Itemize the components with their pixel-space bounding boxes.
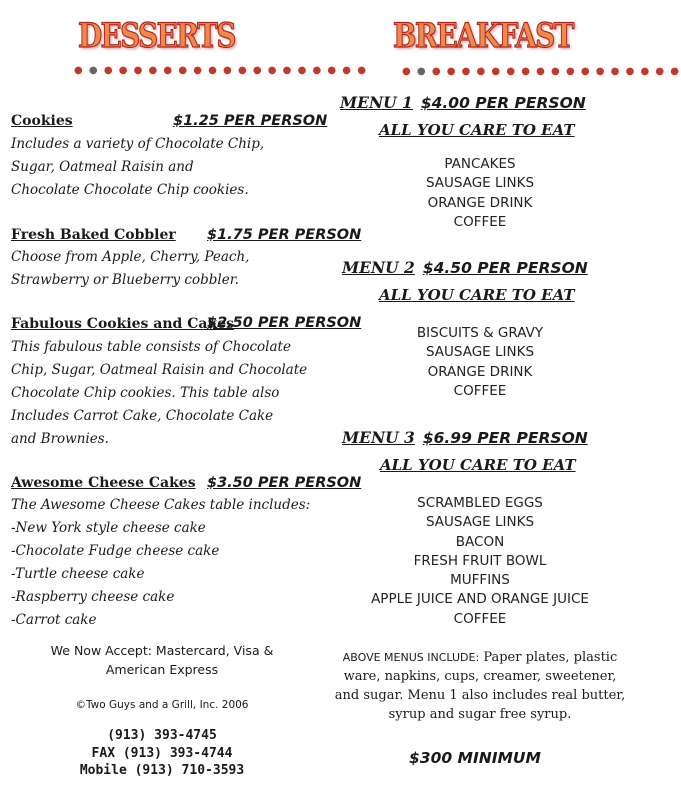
include-line: syrup and sugar free syrup. bbox=[388, 707, 572, 722]
cookies-cakes-price: $2.50 PER PERSON bbox=[207, 315, 362, 331]
cheese-cakes-description bbox=[11, 494, 310, 632]
cookies-cakes-description bbox=[11, 336, 307, 451]
minimum-order: $300 MINIMUM bbox=[409, 749, 541, 767]
menu-2-price: $4.50 PER PERSON bbox=[422, 259, 588, 277]
menu-3-price: $6.99 PER PERSON bbox=[422, 429, 588, 447]
menu-2-all-you-care: ALL YOU CARE TO EAT bbox=[379, 286, 575, 304]
phone-numbers bbox=[12, 727, 312, 780]
cobbler-description bbox=[11, 246, 249, 292]
cheese-cakes-name: Awesome Cheese Cakes bbox=[11, 475, 196, 491]
include-line: and sugar. Menu 1 also includes real butter, bbox=[334, 688, 626, 703]
desc-line: Strawberry or Blueberry cobbler. bbox=[11, 272, 239, 288]
cheese-cakes-price: $3.50 PER PERSON bbox=[207, 475, 362, 491]
menu-item: COFFEE bbox=[453, 382, 507, 399]
mobile-line: Mobile (913) 710-3593 bbox=[79, 763, 245, 778]
menu-item: BISCUITS & GRAVY bbox=[416, 325, 544, 341]
menu-item: PANCAKES bbox=[444, 156, 516, 172]
menu-1-label: MENU 1 bbox=[340, 93, 413, 112]
cookies-cakes-name: Fabulous Cookies and Cakes bbox=[11, 316, 234, 332]
menu-3-all-you-care: ALL YOU CARE TO EAT bbox=[380, 456, 576, 474]
desc-line: and Brownies. bbox=[11, 431, 109, 447]
desc-line: Choose from Apple, Cherry, Peach, bbox=[11, 249, 250, 265]
menu-item: APPLE JUICE AND ORANGE JUICE bbox=[371, 591, 589, 608]
cookies-description bbox=[11, 133, 264, 202]
menu-item: COFFEE bbox=[453, 213, 507, 230]
menu-item: FRESH FRUIT BOWL bbox=[413, 552, 547, 569]
menu-item: BACON bbox=[455, 533, 505, 550]
fax-line: FAX (913) 393-4744 bbox=[91, 745, 233, 761]
menu-2-header bbox=[342, 258, 588, 277]
desc-line: Includes a variety of Chocolate Chip, bbox=[11, 136, 265, 152]
menu-2-items bbox=[330, 324, 630, 401]
menu-item: SCRAMBLED EGGS bbox=[417, 495, 543, 511]
include-text: Paper plates, plastic bbox=[483, 650, 618, 665]
menu-item: ORANGE DRINK bbox=[427, 363, 533, 380]
desc-line: -Raspberry cheese cake bbox=[11, 589, 175, 605]
desc-line: Chocolate Chip cookies. This table also bbox=[11, 385, 280, 401]
menu-1-all-you-care: ALL YOU CARE TO EAT bbox=[379, 121, 575, 139]
breakfast-dot-divider: ● ● ● ● ● ● ● ● ● ● ● ● ● ● ● ● ● ● ● bbox=[402, 66, 681, 77]
desc-line: Chip, Sugar, Oatmeal Raisin and Chocolate bbox=[11, 362, 308, 378]
cobbler-price: $1.75 PER PERSON bbox=[207, 227, 362, 243]
menu-3-label: MENU 3 bbox=[342, 428, 415, 447]
menu-item: COFFEE bbox=[453, 610, 507, 627]
menu-1-price: $4.00 PER PERSON bbox=[420, 94, 586, 112]
desc-line: -Carrot cake bbox=[11, 612, 97, 628]
menu-1-items bbox=[330, 155, 630, 232]
cobbler-name: Fresh Baked Cobbler bbox=[11, 227, 176, 243]
desc-line: Sugar, Oatmeal Raisin and bbox=[11, 159, 194, 175]
menu-item: SAUSAGE LINKS bbox=[425, 175, 535, 192]
desc-line: -Turtle cheese cake bbox=[11, 566, 145, 582]
cookies-name: Cookies bbox=[11, 113, 73, 129]
menu-item: SAUSAGE LINKS bbox=[425, 344, 535, 361]
include-line bbox=[330, 648, 630, 667]
menu-item: ORANGE DRINK bbox=[427, 194, 533, 211]
desserts-dot-divider: ● ● ● ● ● ● ● ● ● ● ● ● ● ● ● ● ● ● ● ● bbox=[74, 65, 368, 76]
include-line: ware, napkins, cups, creamer, sweetener, bbox=[343, 669, 617, 684]
desc-line: Chocolate Chocolate Chip cookies. bbox=[11, 182, 249, 198]
menu-item: SAUSAGE LINKS bbox=[425, 514, 535, 531]
cookies-price: $1.25 PER PERSON bbox=[173, 113, 328, 129]
menu-2-label: MENU 2 bbox=[342, 258, 415, 277]
menu-1-header bbox=[340, 93, 586, 112]
payment-notice bbox=[12, 641, 312, 679]
payment-line: We Now Accept: Mastercard, Visa & bbox=[50, 643, 274, 658]
menus-include-note bbox=[330, 648, 630, 724]
menu-3-items bbox=[330, 494, 630, 629]
desc-line: -Chocolate Fudge cheese cake bbox=[11, 543, 220, 559]
desc-line: Includes Carrot Cake, Chocolate Cake bbox=[11, 408, 274, 424]
menu-item: MUFFINS bbox=[450, 572, 510, 589]
breakfast-heading: BREAKFAST bbox=[393, 16, 573, 56]
phone-line: (913) 393-4745 bbox=[107, 728, 217, 743]
copyright: ©Two Guys and a Grill, Inc. 2006 bbox=[75, 699, 249, 711]
menu-3-header bbox=[342, 428, 588, 447]
include-lead: ABOVE MENUS INCLUDE: bbox=[342, 651, 480, 664]
desc-line: -New York style cheese cake bbox=[11, 520, 206, 536]
desc-line: This fabulous table consists of Chocolate bbox=[11, 339, 291, 355]
desserts-heading: DESSERTS bbox=[78, 16, 235, 56]
payment-line: American Express bbox=[105, 662, 219, 677]
desc-line: The Awesome Cheese Cakes table includes: bbox=[11, 497, 311, 513]
